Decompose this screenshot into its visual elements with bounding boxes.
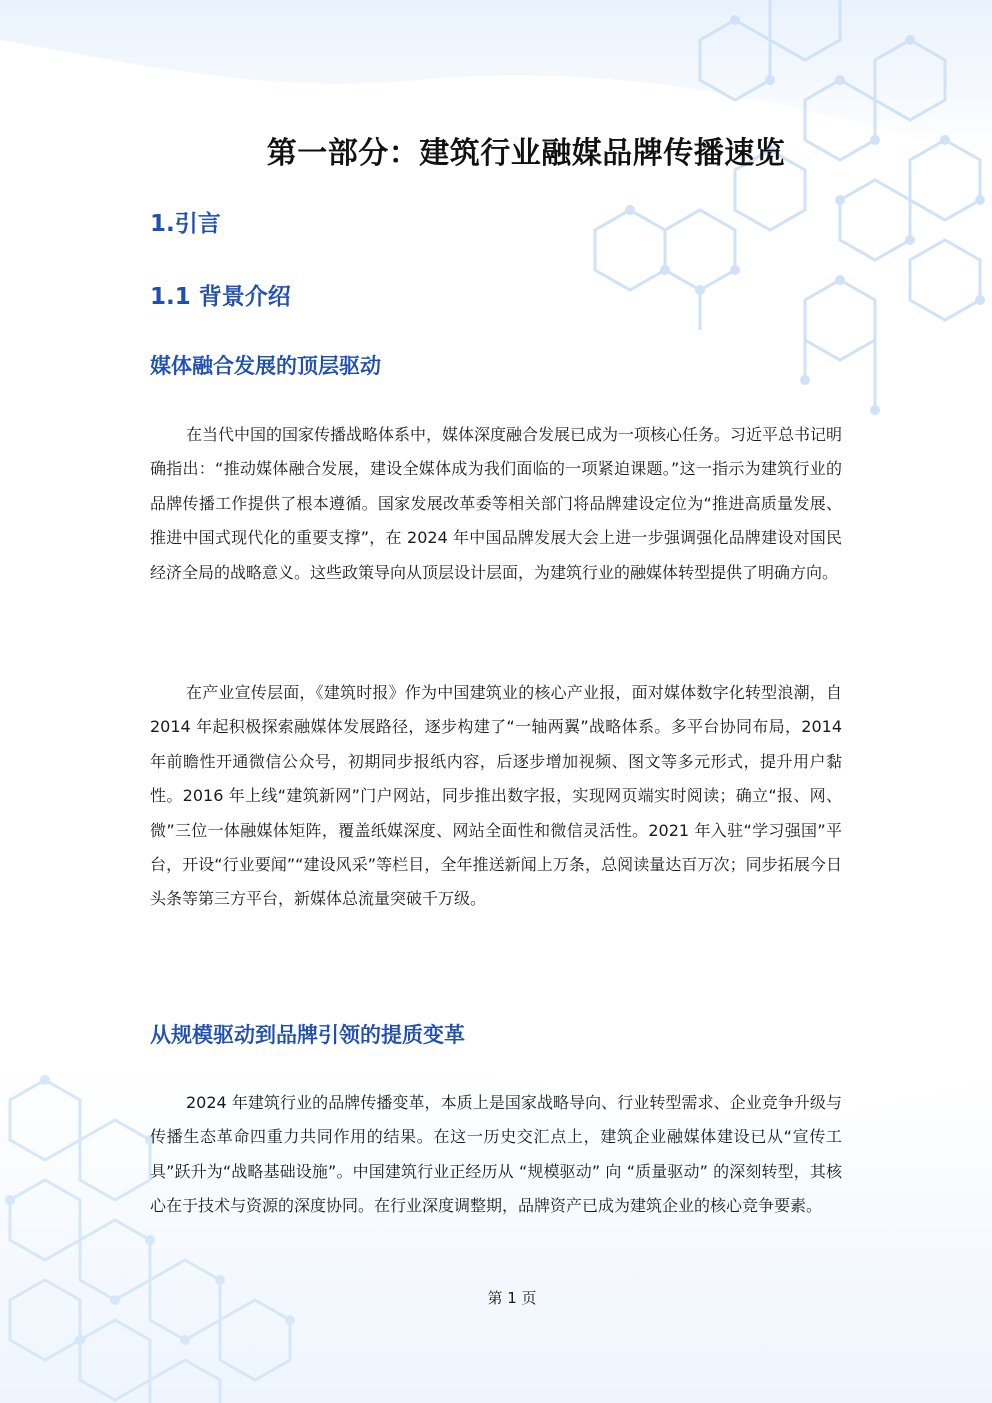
section-heading: 1.引言 xyxy=(150,211,221,237)
subsection-heading: 1.1 背景介绍 xyxy=(150,284,291,310)
topic-heading-brand-transformation: 从规模驱动到品牌引领的提质变革 xyxy=(150,1023,465,1047)
paragraph-industry-publicity: 在产业宣传层面，《建筑时报》作为中国建筑业的核心产业报，面对媒体数字化转型浪潮，自 2014 年起积极探索融媒体发展路径，逐步构建了“一轴两翼”战略体系。多平台协同布局，2014 年前瞻性开通微信公众号，初期同步报纸内容，后逐步增加视频、图文等多元形式，提升用户黏性。2016 年上线“建筑新网”门户网站，同步推出数字报，实现网页端实时阅读；确立“报、网、微”三位一体融媒体矩阵，覆盖纸媒深度、网站全面性和微信灵活性。2021 年入驻“学习强国”平台，开设“行业要闻”“建设风采”等栏目，全年推送新闻上万条，总阅读量达百万次；同步拓展今日头条等第三方平台，新媒体总流量突破千万级。 xyxy=(150,683,842,909)
document-title: 第一部分：建筑行业融媒品牌传播速览 xyxy=(266,136,786,171)
paragraph-brand-change: 2024 年建筑行业的品牌传播变革，本质上是国家战略导向、行业转型需求、企业竞争升级与传播生态革命四重力共同作用的结果。在这一历史交汇点上，建筑企业融媒体建设已从“宣传工具”跃升为“战略基础设施”。中国建筑行业正经历从 “规模驱动” 向 “质量驱动” 的深刻转型，其核心在于技术与资源的深度协同。在行业深度调整期，品牌资产已成为建筑企业的核心竞争要素。 xyxy=(150,1093,842,1216)
topic-heading-media-integration: 媒体融合发展的顶层驱动 xyxy=(150,354,381,378)
page-number: 第 1 页 xyxy=(487,1289,537,1307)
paragraph-national-strategy: 在当代中国的国家传播战略体系中，媒体深度融合发展已成为一项核心任务。习近平总书记明确指出：“推动媒体融合发展，建设全媒体成为我们面临的一项紧迫课题。”这一指示为建筑行业的品牌传播工作提供了根本遵循。国家发展改革委等相关部门将品牌建设定位为“推进高质量发展、推进中国式现代化的重要支撑”，在 2024 年中国品牌发展大会上进一步强调强化品牌建设对国民经济全局的战略意义。这些政策导向从顶层设计层面，为建筑行业的融媒体转型提供了明确方向。 xyxy=(150,425,843,582)
